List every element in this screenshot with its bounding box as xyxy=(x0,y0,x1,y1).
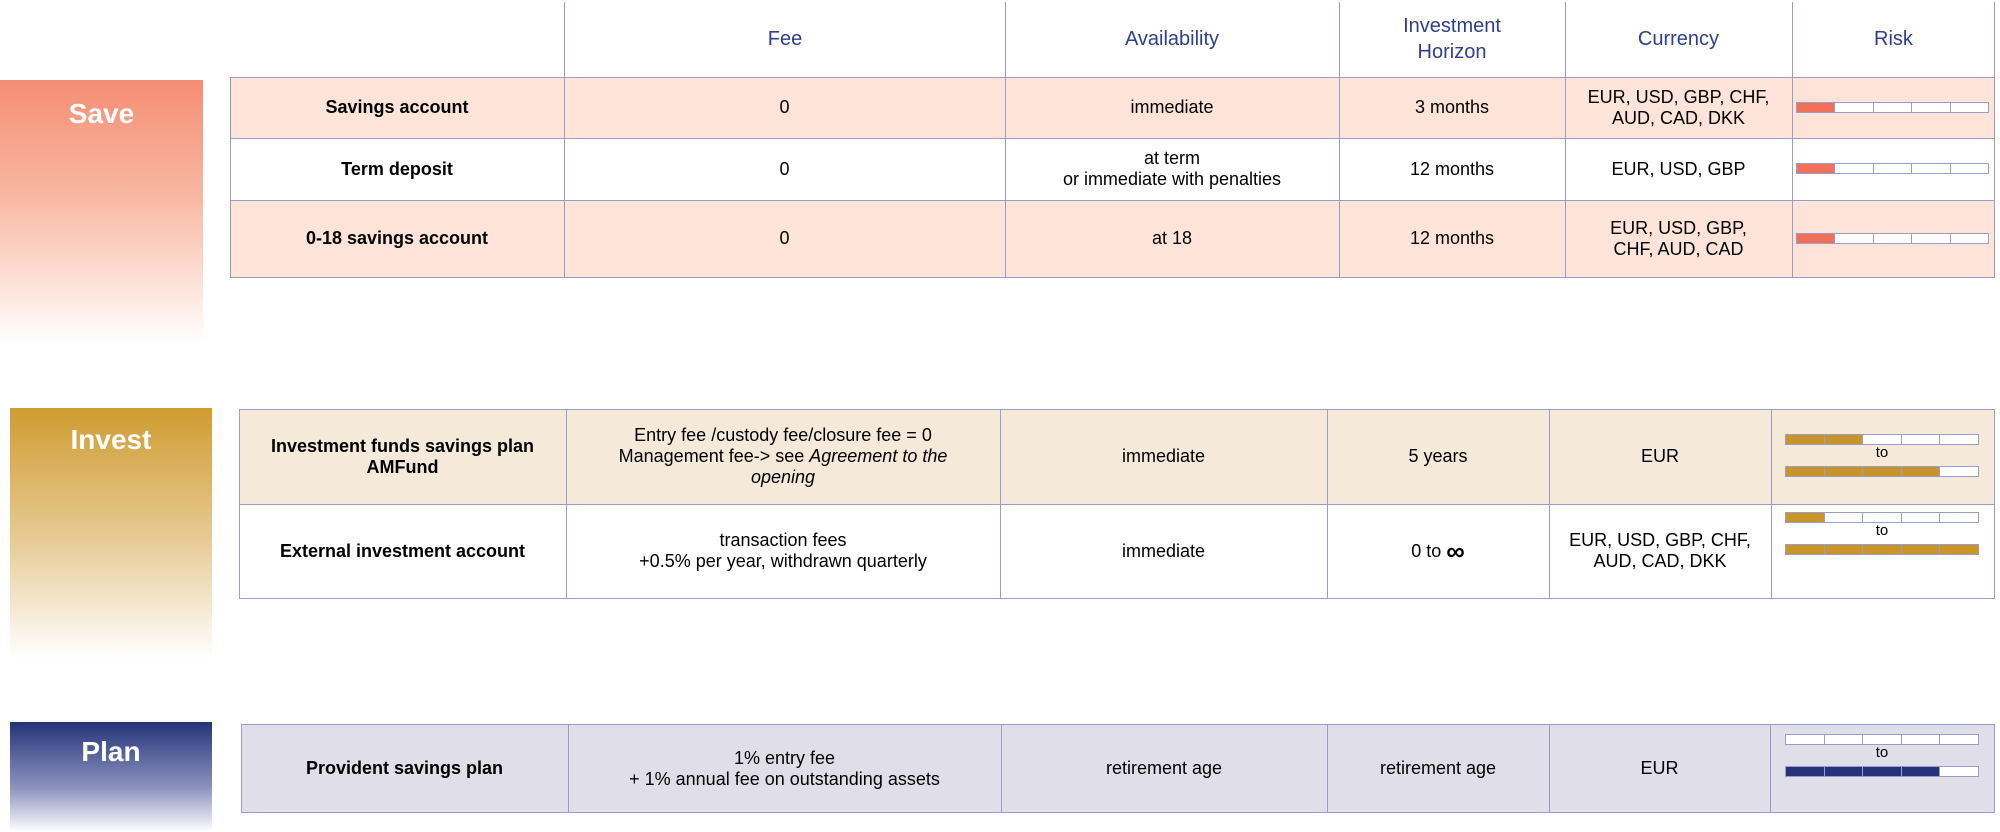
risk-segment-empty xyxy=(1940,734,1979,745)
horizon-value xyxy=(1327,504,1549,598)
risk-segment-empty xyxy=(1912,102,1950,113)
availability-value: retirement age xyxy=(1105,758,1223,778)
horizon-prefix: 0 to xyxy=(1411,540,1447,561)
risk-segment-filled xyxy=(1902,766,1941,777)
save-table xyxy=(230,77,1995,278)
risk-segment-empty xyxy=(1835,102,1873,113)
risk-segment-filled xyxy=(1785,512,1825,523)
risk-segment-empty xyxy=(1912,163,1950,174)
currency-line: CHF, AUD, CAD xyxy=(1613,238,1744,259)
fee-line: + 1% annual fee on outstanding assets xyxy=(629,768,940,789)
currency-value: EUR, USD, GBP xyxy=(1611,158,1746,179)
risk-segment-filled xyxy=(1902,466,1941,477)
product-name: Savings account xyxy=(325,97,469,117)
header-availability: Availability xyxy=(1124,28,1220,50)
header-fee: Fee xyxy=(767,28,803,50)
plan-label: Plan xyxy=(81,736,141,767)
agreement-reference-cont: opening xyxy=(750,467,816,487)
header-horizon-line1: Investment xyxy=(1403,15,1501,37)
product-name: Term deposit xyxy=(341,158,453,179)
fee-line xyxy=(619,446,948,467)
header-investment-horizon xyxy=(1339,0,1565,78)
risk-bar xyxy=(1796,102,1989,113)
risk-segment-empty xyxy=(1912,233,1950,244)
risk-segment-filled xyxy=(1863,766,1902,777)
horizon-value: 12 months xyxy=(1409,158,1495,179)
infinity-symbol: ∞ xyxy=(1446,535,1465,566)
agreement-reference: Agreement to the xyxy=(809,446,948,466)
risk-segment-empty xyxy=(1951,102,1989,113)
horizon-value: 3 months xyxy=(1414,97,1490,117)
risk-bar xyxy=(1796,163,1989,174)
fee-text: Management fee-> see xyxy=(618,446,810,466)
currency-line: AUD, CAD, DKK xyxy=(1611,107,1746,128)
availability-value: at 18 xyxy=(1151,228,1193,248)
invest-section-label xyxy=(10,408,212,660)
risk-segment-empty xyxy=(1825,734,1864,745)
fee-line: transaction fees xyxy=(719,530,847,550)
plan-table xyxy=(241,724,1995,813)
risk-segment-filled xyxy=(1785,544,1825,555)
risk-to-label: to xyxy=(1875,444,1889,461)
risk-segment-filled xyxy=(1785,766,1825,777)
currency-line: EUR, USD, GBP, xyxy=(1610,217,1747,238)
fee-value xyxy=(566,504,1000,598)
risk-segment-filled xyxy=(1796,233,1835,244)
fee-value xyxy=(566,409,1000,504)
plan-section-label xyxy=(10,722,212,832)
risk-segment-filled xyxy=(1785,466,1825,477)
save-section-label xyxy=(0,80,203,345)
risk-segment-filled xyxy=(1940,544,1979,555)
currency-value xyxy=(1549,504,1771,598)
availability-value xyxy=(1005,138,1339,200)
horizon-value: retirement age xyxy=(1379,758,1497,778)
header-currency: Currency xyxy=(1637,28,1720,50)
risk-segment-empty xyxy=(1902,734,1941,745)
fee-line: Entry fee /custody fee/closure fee = 0 xyxy=(634,425,932,445)
availability-line: or immediate with penalties xyxy=(1062,169,1282,189)
product-line: Investment funds savings plan xyxy=(270,435,535,456)
invest-table xyxy=(239,409,1995,599)
risk-segment-empty xyxy=(1835,163,1873,174)
risk-segment-empty xyxy=(1902,512,1941,523)
risk-segment-empty xyxy=(1902,434,1941,445)
fee-value: 0 xyxy=(779,158,790,179)
risk-segment-filled xyxy=(1825,466,1864,477)
fee-line: 1% entry fee xyxy=(733,747,836,768)
currency-value: EUR xyxy=(1640,446,1679,466)
risk-segment-empty xyxy=(1940,466,1979,477)
currency-value xyxy=(1565,200,1792,277)
header-risk: Risk xyxy=(1874,28,1913,50)
currency-line: AUD, CAD, DKK xyxy=(1593,551,1727,571)
currency-value xyxy=(1565,77,1792,138)
risk-to-label: to xyxy=(1875,522,1889,539)
risk-segment-empty xyxy=(1835,233,1873,244)
risk-segment-filled xyxy=(1902,544,1941,555)
risk-segment-empty xyxy=(1874,102,1912,113)
risk-segment-filled xyxy=(1825,434,1864,445)
product-name: External investment account xyxy=(279,540,526,561)
availability-value: immediate xyxy=(1121,446,1206,466)
risk-segment-filled xyxy=(1863,466,1902,477)
risk-segment-empty xyxy=(1874,233,1912,244)
fee-value: 0 xyxy=(779,228,790,248)
risk-segment-empty xyxy=(1951,163,1989,174)
availability-value: immediate xyxy=(1121,540,1206,561)
risk-to-label: to xyxy=(1875,744,1889,761)
risk-segment-empty xyxy=(1940,434,1979,445)
risk-segment-empty xyxy=(1940,512,1979,523)
risk-bar xyxy=(1796,233,1989,244)
risk-segment-empty xyxy=(1785,734,1825,745)
availability-line: at term xyxy=(1143,148,1200,168)
fee-line: +0.5% per year, withdrawn quarterly xyxy=(639,551,927,571)
horizon-value: 12 months xyxy=(1409,228,1495,248)
product-name: 0-18 savings account xyxy=(305,228,489,248)
fee-value: 0 xyxy=(779,97,790,117)
risk-segment-filled xyxy=(1825,766,1864,777)
risk-bar-to xyxy=(1785,544,1979,555)
risk-bar-to xyxy=(1785,766,1979,777)
risk-segment-empty xyxy=(1940,766,1979,777)
risk-segment-filled xyxy=(1796,163,1835,174)
horizon-value: 5 years xyxy=(1408,446,1468,466)
risk-segment-empty xyxy=(1874,163,1912,174)
risk-segment-filled xyxy=(1863,544,1902,555)
header-horizon-line2: Horizon xyxy=(1417,41,1487,63)
product-line: AMFund xyxy=(366,456,439,477)
invest-label: Invest xyxy=(70,424,152,455)
risk-segment-filled xyxy=(1785,434,1825,445)
risk-bar-to xyxy=(1785,466,1979,477)
product-name: Provident savings plan xyxy=(305,758,504,778)
risk-segment-empty xyxy=(1825,512,1864,523)
risk-segment-filled xyxy=(1796,102,1835,113)
save-label: Save xyxy=(68,98,135,129)
risk-segment-filled xyxy=(1825,544,1864,555)
product-name xyxy=(239,409,566,504)
fee-value xyxy=(568,724,1001,813)
risk-segment-empty xyxy=(1951,233,1989,244)
currency-line: EUR, USD, GBP, CHF, xyxy=(1587,86,1770,107)
currency-line: EUR, USD, GBP, CHF, xyxy=(1569,530,1751,550)
currency-value: EUR xyxy=(1640,758,1679,778)
availability-value: immediate xyxy=(1130,97,1214,117)
